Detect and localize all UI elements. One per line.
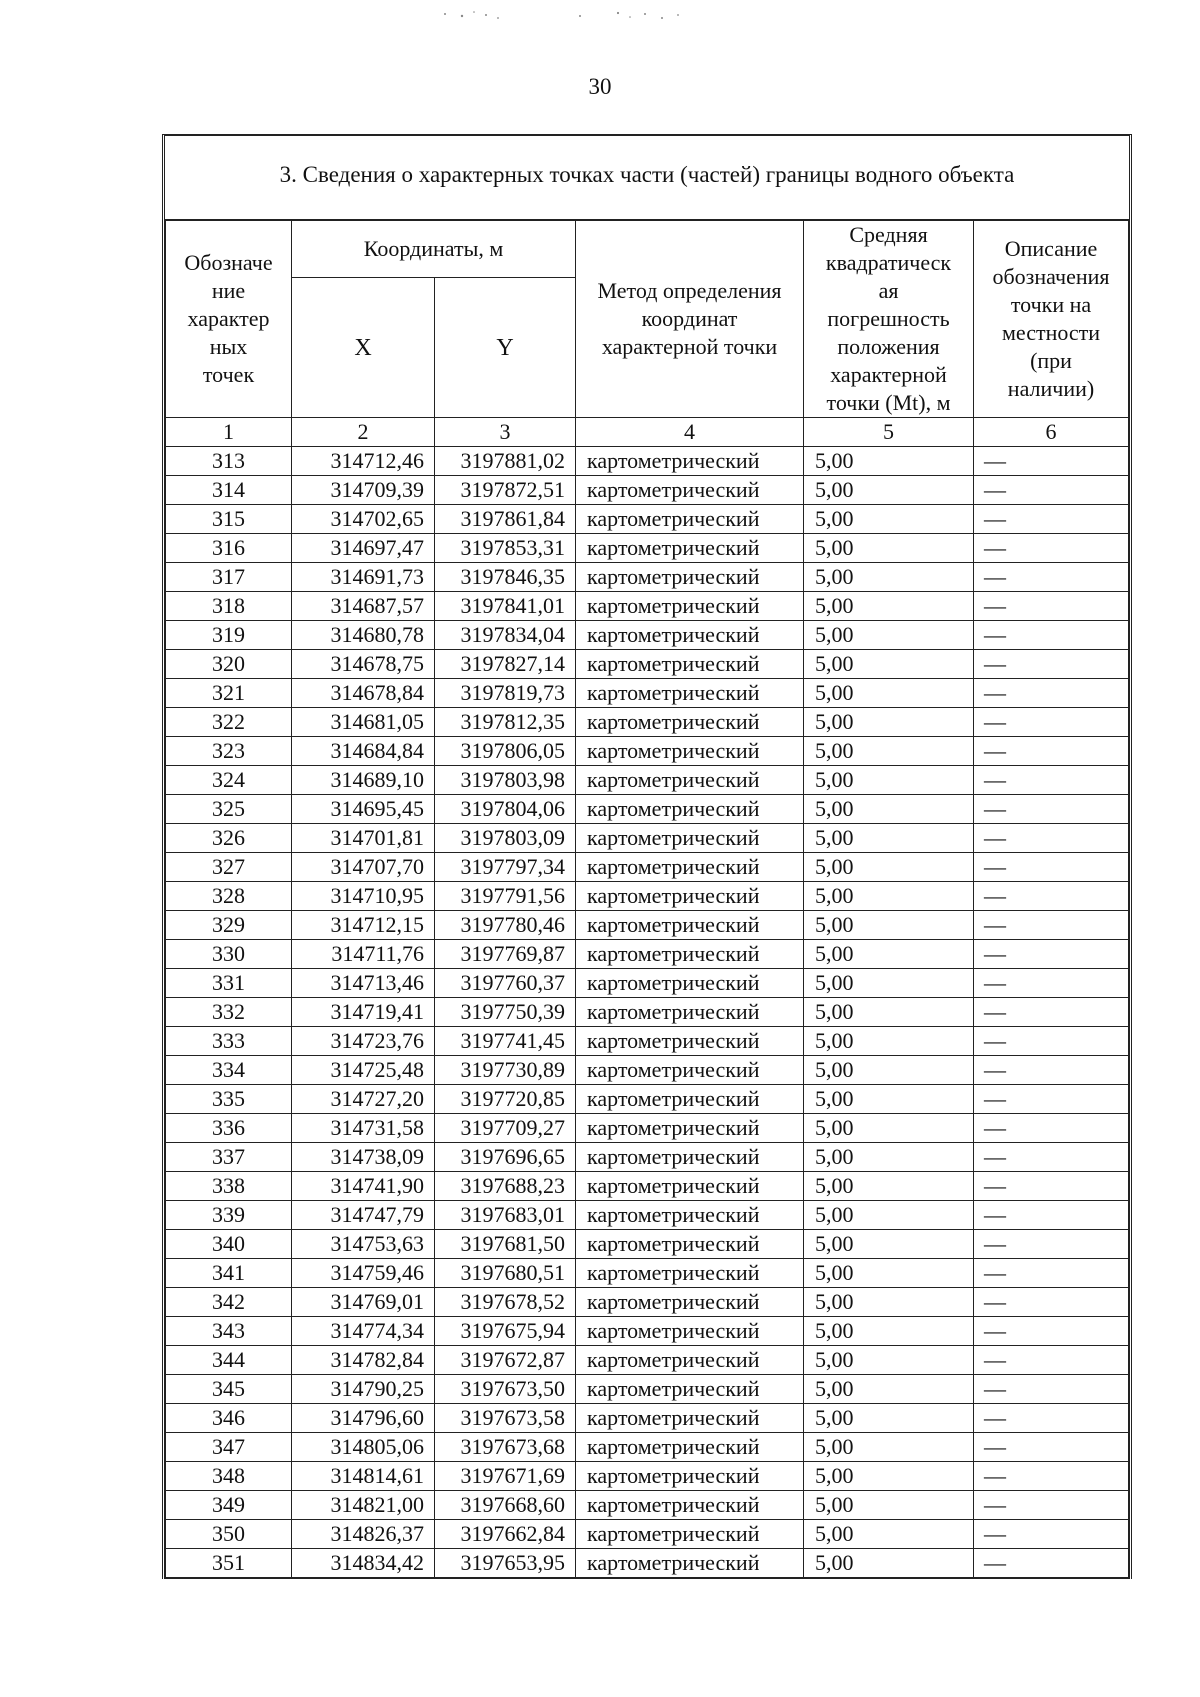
description-cell: — [974, 911, 1129, 940]
method-cell: картометрический [576, 998, 804, 1027]
point-number: 347 [166, 1433, 292, 1462]
method-cell: картометрический [576, 1143, 804, 1172]
page-number: 30 [588, 74, 612, 99]
point-number: 344 [166, 1346, 292, 1375]
error-cell: 5,00 [804, 534, 974, 563]
table-row [166, 737, 1129, 766]
table-row [166, 1027, 1129, 1056]
method-cell: картометрический [576, 1346, 804, 1375]
point-number: 313 [166, 447, 292, 476]
coordinate-y: 3197872,51 [435, 476, 576, 505]
table-row [166, 1288, 1129, 1317]
coordinate-y: 3197709,27 [435, 1114, 576, 1143]
description-cell: — [974, 1549, 1129, 1579]
coordinate-y: 3197671,69 [435, 1462, 576, 1491]
coordinate-y: 3197720,85 [435, 1085, 576, 1114]
table-row [166, 563, 1129, 592]
table-row [166, 1114, 1129, 1143]
description-cell: — [974, 621, 1129, 650]
coordinate-y: 3197675,94 [435, 1317, 576, 1346]
point-number: 340 [166, 1230, 292, 1259]
method-cell: картометрический [576, 940, 804, 969]
point-number: 336 [166, 1114, 292, 1143]
coordinate-y: 3197653,95 [435, 1549, 576, 1579]
table-row [166, 882, 1129, 911]
error-cell: 5,00 [804, 592, 974, 621]
method-cell: картометрический [576, 1172, 804, 1201]
method-cell: картометрический [576, 882, 804, 911]
description-cell: — [974, 1491, 1129, 1520]
coordinate-y: 3197688,23 [435, 1172, 576, 1201]
coordinate-y: 3197668,60 [435, 1491, 576, 1520]
coordinate-y: 3197673,50 [435, 1375, 576, 1404]
description-cell: — [974, 1085, 1129, 1114]
coordinate-y: 3197730,89 [435, 1056, 576, 1085]
point-number: 351 [166, 1549, 292, 1579]
table-row [166, 679, 1129, 708]
point-number: 335 [166, 1085, 292, 1114]
point-number: 314 [166, 476, 292, 505]
column-number: 5 [804, 418, 974, 447]
coordinate-x: 314678,75 [292, 650, 435, 679]
table-row [166, 534, 1129, 563]
method-cell: картометрический [576, 1375, 804, 1404]
error-cell: 5,00 [804, 1056, 974, 1085]
error-cell: 5,00 [804, 824, 974, 853]
error-cell: 5,00 [804, 1288, 974, 1317]
section-title: 3. Сведения о характерных точках части (частей) границы водного объекта [165, 136, 1129, 220]
description-cell: — [974, 853, 1129, 882]
coordinate-y: 3197680,51 [435, 1259, 576, 1288]
coordinate-x: 314710,95 [292, 882, 435, 911]
coordinate-x: 314712,46 [292, 447, 435, 476]
coordinate-y: 3197696,65 [435, 1143, 576, 1172]
point-number: 350 [166, 1520, 292, 1549]
error-cell: 5,00 [804, 737, 974, 766]
coordinate-x: 314826,37 [292, 1520, 435, 1549]
coordinate-x: 314695,45 [292, 795, 435, 824]
point-number: 322 [166, 708, 292, 737]
coordinate-y: 3197834,04 [435, 621, 576, 650]
error-cell: 5,00 [804, 795, 974, 824]
coordinate-x: 314834,42 [292, 1549, 435, 1579]
coordinate-x: 314769,01 [292, 1288, 435, 1317]
coordinate-x: 314727,20 [292, 1085, 435, 1114]
table-row [166, 1549, 1129, 1579]
description-cell: — [974, 1114, 1129, 1143]
coordinate-y: 3197804,06 [435, 795, 576, 824]
point-number: 342 [166, 1288, 292, 1317]
description-cell: — [974, 563, 1129, 592]
description-cell: — [974, 1404, 1129, 1433]
point-number: 326 [166, 824, 292, 853]
table-row [166, 1404, 1129, 1433]
method-cell: картометрический [576, 824, 804, 853]
header-x: X [292, 278, 435, 418]
coordinate-y: 3197673,68 [435, 1433, 576, 1462]
description-cell: — [974, 824, 1129, 853]
table-body [166, 447, 1129, 1579]
description-cell: — [974, 476, 1129, 505]
coordinate-y: 3197678,52 [435, 1288, 576, 1317]
description-cell: — [974, 534, 1129, 563]
table-row [166, 1491, 1129, 1520]
table-row [166, 476, 1129, 505]
scan-noise [440, 6, 700, 26]
method-cell: картометрический [576, 737, 804, 766]
coordinate-y: 3197803,09 [435, 824, 576, 853]
table-row [166, 1433, 1129, 1462]
description-cell: — [974, 1433, 1129, 1462]
table-row [166, 447, 1129, 476]
error-cell: 5,00 [804, 1433, 974, 1462]
coordinate-x: 314782,84 [292, 1346, 435, 1375]
coordinate-y: 3197741,45 [435, 1027, 576, 1056]
table-row [166, 708, 1129, 737]
coordinate-y: 3197846,35 [435, 563, 576, 592]
coordinate-x: 314747,79 [292, 1201, 435, 1230]
description-cell: — [974, 505, 1129, 534]
point-number: 327 [166, 853, 292, 882]
table-row [166, 1085, 1129, 1114]
error-cell: 5,00 [804, 1027, 974, 1056]
coordinate-x: 314709,39 [292, 476, 435, 505]
coordinate-y: 3197791,56 [435, 882, 576, 911]
point-number: 345 [166, 1375, 292, 1404]
method-cell: картометрический [576, 1085, 804, 1114]
description-cell: — [974, 679, 1129, 708]
point-number: 317 [166, 563, 292, 592]
point-number: 346 [166, 1404, 292, 1433]
coordinate-y: 3197827,14 [435, 650, 576, 679]
method-cell: картометрический [576, 1462, 804, 1491]
coordinate-x: 314697,47 [292, 534, 435, 563]
error-cell: 5,00 [804, 1375, 974, 1404]
point-number: 330 [166, 940, 292, 969]
method-cell: картометрический [576, 1549, 804, 1579]
method-cell: картометрический [576, 1491, 804, 1520]
table-row [166, 1346, 1129, 1375]
header-point-designation: Обозначе ние характер ных точек [166, 221, 292, 418]
column-number: 6 [974, 418, 1129, 447]
table-row [166, 592, 1129, 621]
table-row [166, 824, 1129, 853]
coordinate-y: 3197662,84 [435, 1520, 576, 1549]
table-row [166, 1259, 1129, 1288]
table-row [166, 911, 1129, 940]
method-cell: картометрический [576, 1259, 804, 1288]
method-cell: картометрический [576, 1433, 804, 1462]
description-cell: — [974, 940, 1129, 969]
coordinate-x: 314805,06 [292, 1433, 435, 1462]
point-number: 343 [166, 1317, 292, 1346]
table-row [166, 1201, 1129, 1230]
method-cell: картометрический [576, 1114, 804, 1143]
coordinate-x: 314684,84 [292, 737, 435, 766]
error-cell: 5,00 [804, 998, 974, 1027]
point-number: 337 [166, 1143, 292, 1172]
point-number: 329 [166, 911, 292, 940]
coordinate-x: 314707,70 [292, 853, 435, 882]
error-cell: 5,00 [804, 969, 974, 998]
method-cell: картометрический [576, 1317, 804, 1346]
error-cell: 5,00 [804, 911, 974, 940]
coordinate-x: 314725,48 [292, 1056, 435, 1085]
coordinate-x: 314680,78 [292, 621, 435, 650]
error-cell: 5,00 [804, 1317, 974, 1346]
table-row [166, 621, 1129, 650]
description-cell: — [974, 447, 1129, 476]
method-cell: картометрический [576, 795, 804, 824]
table-row [166, 1317, 1129, 1346]
characteristic-points-table [165, 220, 1129, 1579]
description-cell: — [974, 795, 1129, 824]
method-cell: картометрический [576, 1201, 804, 1230]
description-cell: — [974, 1259, 1129, 1288]
error-cell: 5,00 [804, 708, 974, 737]
error-cell: 5,00 [804, 1172, 974, 1201]
point-number: 348 [166, 1462, 292, 1491]
method-cell: картометрический [576, 476, 804, 505]
coordinate-x: 314821,00 [292, 1491, 435, 1520]
description-cell: — [974, 737, 1129, 766]
coordinate-y: 3197681,50 [435, 1230, 576, 1259]
coordinate-x: 314713,46 [292, 969, 435, 998]
error-cell: 5,00 [804, 1462, 974, 1491]
description-cell: — [974, 1056, 1129, 1085]
column-number: 2 [292, 418, 435, 447]
table-row [166, 1056, 1129, 1085]
coordinate-x: 314719,41 [292, 998, 435, 1027]
method-cell: картометрический [576, 447, 804, 476]
description-cell: — [974, 969, 1129, 998]
header-y: Y [435, 278, 576, 418]
error-cell: 5,00 [804, 476, 974, 505]
coordinate-y: 3197750,39 [435, 998, 576, 1027]
error-cell: 5,00 [804, 1085, 974, 1114]
method-cell: картометрический [576, 1056, 804, 1085]
coordinate-y: 3197861,84 [435, 505, 576, 534]
method-cell: картометрический [576, 1027, 804, 1056]
table-row [166, 940, 1129, 969]
coordinate-x: 314759,46 [292, 1259, 435, 1288]
table-row [166, 505, 1129, 534]
coordinate-x: 314678,84 [292, 679, 435, 708]
table-row [166, 766, 1129, 795]
description-cell: — [974, 1143, 1129, 1172]
description-cell: — [974, 1201, 1129, 1230]
coordinate-x: 314774,34 [292, 1317, 435, 1346]
coordinate-y: 3197760,37 [435, 969, 576, 998]
description-cell: — [974, 882, 1129, 911]
coordinate-x: 314711,76 [292, 940, 435, 969]
point-number: 315 [166, 505, 292, 534]
coordinate-x: 314741,90 [292, 1172, 435, 1201]
table-row [166, 1143, 1129, 1172]
description-cell: — [974, 766, 1129, 795]
point-number: 325 [166, 795, 292, 824]
column-number: 1 [166, 418, 292, 447]
header-error: Средняя квадратическ ая погрешность положения характерной точки (Mt), м [804, 221, 974, 418]
point-number: 320 [166, 650, 292, 679]
error-cell: 5,00 [804, 766, 974, 795]
coordinate-x: 314796,60 [292, 1404, 435, 1433]
error-cell: 5,00 [804, 1549, 974, 1579]
error-cell: 5,00 [804, 621, 974, 650]
method-cell: картометрический [576, 969, 804, 998]
point-number: 339 [166, 1201, 292, 1230]
description-cell: — [974, 1462, 1129, 1491]
error-cell: 5,00 [804, 447, 974, 476]
error-cell: 5,00 [804, 940, 974, 969]
error-cell: 5,00 [804, 1114, 974, 1143]
column-number: 4 [576, 418, 804, 447]
method-cell: картометрический [576, 708, 804, 737]
coordinate-x: 314681,05 [292, 708, 435, 737]
header-method: Метод определения координат характерной точки [576, 221, 804, 418]
point-number: 333 [166, 1027, 292, 1056]
method-cell: картометрический [576, 911, 804, 940]
coordinate-y: 3197797,34 [435, 853, 576, 882]
method-cell: картометрический [576, 563, 804, 592]
point-number: 332 [166, 998, 292, 1027]
description-cell: — [974, 1172, 1129, 1201]
error-cell: 5,00 [804, 563, 974, 592]
coordinate-y: 3197881,02 [435, 447, 576, 476]
method-cell: картометрический [576, 505, 804, 534]
coordinate-x: 314687,57 [292, 592, 435, 621]
error-cell: 5,00 [804, 679, 974, 708]
error-cell: 5,00 [804, 1230, 974, 1259]
coordinate-x: 314689,10 [292, 766, 435, 795]
error-cell: 5,00 [804, 505, 974, 534]
table-row [166, 1230, 1129, 1259]
coordinate-y: 3197806,05 [435, 737, 576, 766]
description-cell: — [974, 1346, 1129, 1375]
method-cell: картометрический [576, 534, 804, 563]
method-cell: картометрический [576, 853, 804, 882]
error-cell: 5,00 [804, 1259, 974, 1288]
error-cell: 5,00 [804, 1143, 974, 1172]
point-number: 323 [166, 737, 292, 766]
column-number: 3 [435, 418, 576, 447]
description-cell: — [974, 998, 1129, 1027]
error-cell: 5,00 [804, 1520, 974, 1549]
table-row [166, 1462, 1129, 1491]
method-cell: картометрический [576, 1404, 804, 1433]
coordinate-x: 314691,73 [292, 563, 435, 592]
coordinate-y: 3197812,35 [435, 708, 576, 737]
description-cell: — [974, 650, 1129, 679]
coordinate-x: 314814,61 [292, 1462, 435, 1491]
point-number: 324 [166, 766, 292, 795]
table-row [166, 1172, 1129, 1201]
error-cell: 5,00 [804, 853, 974, 882]
point-number: 334 [166, 1056, 292, 1085]
coordinate-x: 314738,09 [292, 1143, 435, 1172]
error-cell: 5,00 [804, 650, 974, 679]
error-cell: 5,00 [804, 1404, 974, 1433]
point-number: 331 [166, 969, 292, 998]
method-cell: картометрический [576, 621, 804, 650]
coordinate-x: 314701,81 [292, 824, 435, 853]
point-number: 319 [166, 621, 292, 650]
point-number: 316 [166, 534, 292, 563]
description-cell: — [974, 1520, 1129, 1549]
point-number: 328 [166, 882, 292, 911]
description-cell: — [974, 592, 1129, 621]
points-table-frame [162, 134, 1132, 1579]
coordinate-y: 3197683,01 [435, 1201, 576, 1230]
description-cell: — [974, 1230, 1129, 1259]
method-cell: картометрический [576, 1230, 804, 1259]
coordinate-x: 314790,25 [292, 1375, 435, 1404]
point-number: 338 [166, 1172, 292, 1201]
description-cell: — [974, 1317, 1129, 1346]
description-cell: — [974, 1027, 1129, 1056]
table-row [166, 998, 1129, 1027]
description-cell: — [974, 1375, 1129, 1404]
table-row [166, 969, 1129, 998]
point-number: 349 [166, 1491, 292, 1520]
error-cell: 5,00 [804, 882, 974, 911]
header-coordinates: Координаты, м [292, 221, 576, 278]
method-cell: картометрический [576, 1520, 804, 1549]
table-row [166, 853, 1129, 882]
coordinate-y: 3197841,01 [435, 592, 576, 621]
coordinate-x: 314753,63 [292, 1230, 435, 1259]
description-cell: — [974, 1288, 1129, 1317]
method-cell: картометрический [576, 679, 804, 708]
error-cell: 5,00 [804, 1201, 974, 1230]
method-cell: картометрический [576, 766, 804, 795]
point-number: 321 [166, 679, 292, 708]
coordinate-y: 3197819,73 [435, 679, 576, 708]
table-row [166, 650, 1129, 679]
coordinate-y: 3197853,31 [435, 534, 576, 563]
coordinate-x: 314702,65 [292, 505, 435, 534]
description-cell: — [974, 708, 1129, 737]
coordinate-y: 3197769,87 [435, 940, 576, 969]
table-row [166, 795, 1129, 824]
error-cell: 5,00 [804, 1346, 974, 1375]
coordinate-x: 314723,76 [292, 1027, 435, 1056]
coordinate-x: 314712,15 [292, 911, 435, 940]
coordinate-y: 3197672,87 [435, 1346, 576, 1375]
coordinate-y: 3197673,58 [435, 1404, 576, 1433]
coordinate-y: 3197803,98 [435, 766, 576, 795]
method-cell: картометрический [576, 650, 804, 679]
coordinate-y: 3197780,46 [435, 911, 576, 940]
header-description: Описание обозначения точки на местности (при наличии) [974, 221, 1129, 418]
point-number: 341 [166, 1259, 292, 1288]
method-cell: картометрический [576, 592, 804, 621]
error-cell: 5,00 [804, 1491, 974, 1520]
table-row [166, 1375, 1129, 1404]
point-number: 318 [166, 592, 292, 621]
coordinate-x: 314731,58 [292, 1114, 435, 1143]
method-cell: картометрический [576, 1288, 804, 1317]
table-row [166, 1520, 1129, 1549]
